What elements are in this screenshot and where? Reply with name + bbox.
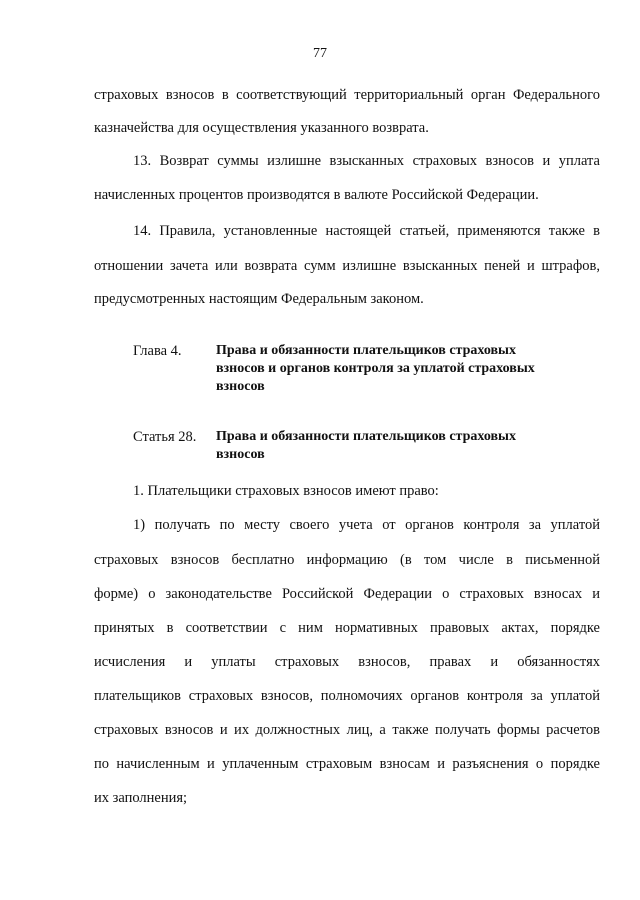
paragraph-line: предусмотренных настоящим Федеральным законом. [94, 291, 424, 307]
paragraph-line: исчисления и уплаты страховых взносов, правах и обязанностях [94, 654, 600, 670]
article-title-line: взносов [216, 447, 265, 462]
chapter-title-line: взносов [216, 379, 265, 394]
paragraph-line: по начисленным и уплаченным страховым взносам и разъяснения о порядке [94, 756, 600, 772]
paragraph-line: 14. Правила, установленные настоящей статьей, применяются также в [133, 223, 600, 239]
paragraph-line: 1) получать по месту своего учета от органов контроля за уплатой [133, 517, 600, 533]
paragraph-line: начисленных процентов производятся в валюте Российской Федерации. [94, 187, 539, 203]
chapter-title-line: Права и обязанности плательщиков страховых [216, 343, 516, 358]
chapter-label: Глава 4. [133, 343, 182, 359]
paragraph-line: плательщиков страховых взносов, полномочиях органов контроля за уплатой [94, 688, 600, 704]
paragraph-line: 13. Возврат суммы излишне взысканных страховых взносов и уплата [133, 153, 600, 169]
paragraph-line: их заполнения; [94, 790, 188, 806]
paragraph-line: страховых взносов и их должностных лиц, а также получать формы расчетов [94, 722, 600, 738]
page-number: 77 [313, 46, 327, 61]
paragraph-line: 1. Плательщики страховых взносов имеют право: [133, 483, 439, 499]
chapter-title-line: взносов и органов контроля за уплатой страховых [216, 361, 535, 376]
article-label: Статья 28. [133, 429, 197, 445]
paragraph-line: форме) о законодательстве Российской Федерации о страховых взносах и [94, 586, 600, 602]
paragraph-line: страховых взносов бесплатно информацию (в том числе в письменной [94, 552, 600, 568]
paragraph-line: принятых в соответствии с ним нормативных правовых актах, порядке [94, 620, 600, 636]
paragraph-line: страховых взносов в соответствующий территориальный орган Федерального [94, 87, 600, 103]
paragraph-line: казначейства для осуществления указанного возврата. [94, 120, 429, 136]
chapter-title [216, 342, 606, 396]
paragraph-line: отношении зачета или возврата сумм излишне взысканных пеней и штрафов, [94, 258, 600, 274]
article-title [216, 428, 606, 464]
article-title-line: Права и обязанности плательщиков страховых [216, 429, 516, 444]
